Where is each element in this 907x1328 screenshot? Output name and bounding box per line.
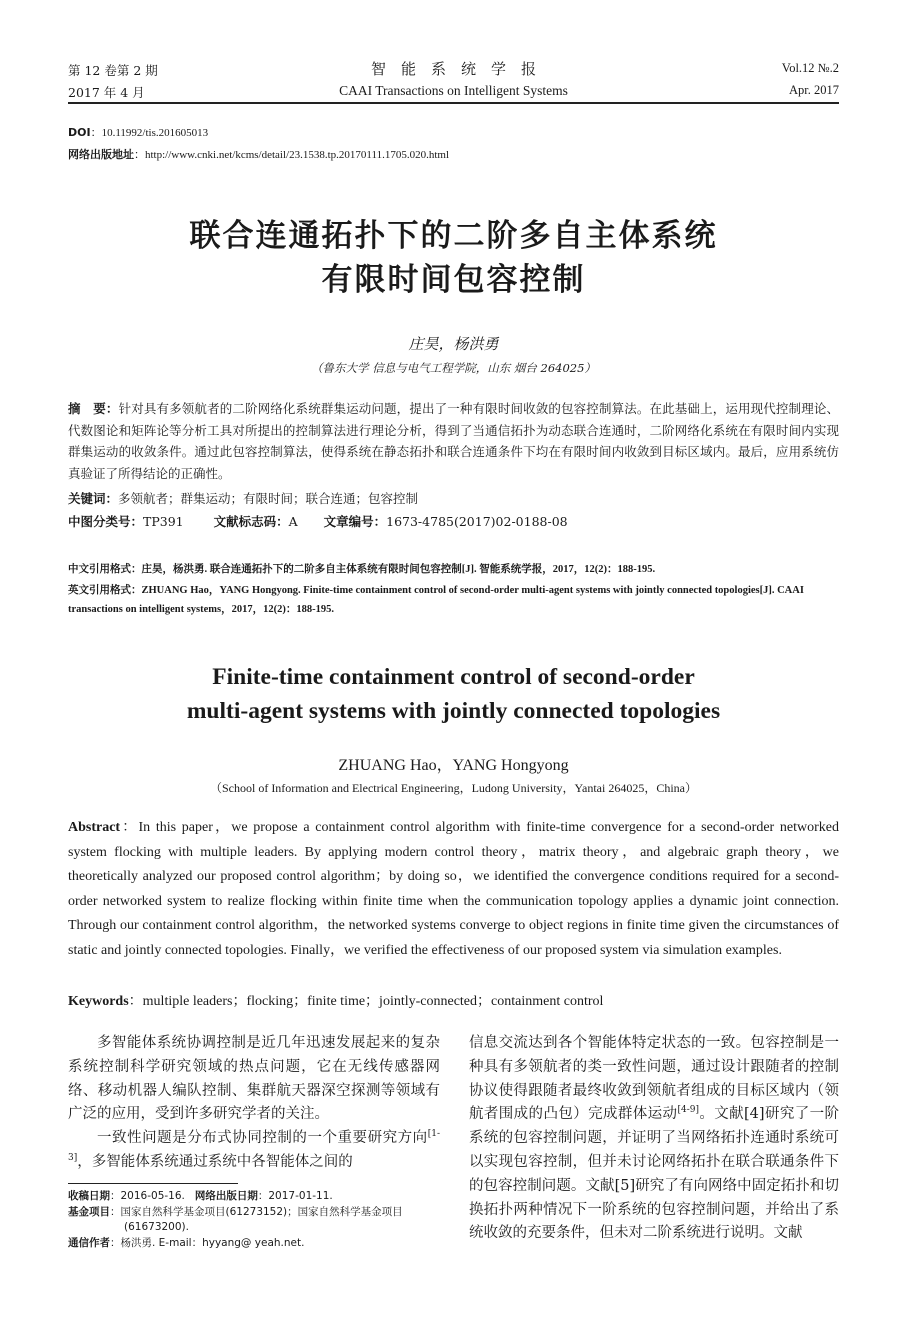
- article-no-value: 1673-4785(2017)02-0188-08: [386, 514, 568, 529]
- citation-cn-text: 庄昊，杨洪勇. 联合连通拓扑下的二阶多自主体系统有限时间包容控制[J]. 智能系统学报，2017，12(2)：188-195.: [141, 564, 656, 575]
- body-right-column: [469, 1032, 839, 1246]
- header-vol-en: Vol.12 №.2: [781, 61, 839, 75]
- title-en-line2: multi-agent systems with jointly connected topologies: [186, 698, 721, 724]
- header-journal-cn: 智 能 系 统 学 报: [370, 60, 536, 78]
- url-label: 网络出版地址: [68, 148, 134, 161]
- citation-cn: [68, 560, 839, 579]
- keywords-cn-text: 多领航者；群集运动；有限时间；联合连通；包容控制: [118, 491, 419, 506]
- abstract-cn-text: 针对具有多领航者的二阶网络化系统群集运动问题，提出了一种有限时间收敛的包容控制算法。在此基础上，运用现代控制理论、代数图论和矩阵论等分析工具对所提出的控制算法进行理论分析，得到了当通信拓扑为动态联合连通时，二阶网络化系统在有限时间内实现群集运动的收敛条件。通过此包容控制算法，使得系统在静态拓扑和联合连通条件下均在有限时间内收敛到目标区域内。最后，应用系统仿真验证了所得结论的正确性。: [68, 401, 839, 481]
- keywords-en-label: Keywords: [68, 994, 129, 1009]
- body-left-paragraph-1: 多智能体系统协调控制是近几年迅速发展起来的复杂系统控制科学研究领域的热点问题，它在无线传感器网络、移动机器人编队控制、集群航天器深空探测等领域有广泛的应用，受到许多研究学者的关注。: [68, 1035, 440, 1123]
- doi-line: [68, 124, 208, 142]
- header-rule: [68, 102, 839, 104]
- online-date: ：2017-01-11.: [257, 1190, 333, 1202]
- fund-label: 基金项目: [68, 1205, 110, 1218]
- footnote-correspondence: [68, 1236, 458, 1252]
- doi-label: DOI: [68, 126, 91, 139]
- reference-4-9[interactable]: [4-9]: [677, 1105, 699, 1116]
- body-left-p2-a: 一致性问题是分布式协同控制的一个重要研究方向: [97, 1130, 428, 1147]
- abstract-en: [68, 816, 839, 963]
- abstract-en-text: ：In this paper，we propose a containment control algorithm with finite-time convergence for a second-order networked system flocking with multiple leaders. By applying modern control theory，matrix theory，and algebraic graph theory，we theoretically analyzed our proposed control algorithm；by doing so，we identified the convergence conditions required for a second-order networked system to realize flocking within finite time when the communication topology applies a dynamic joint connection. Through our containment control algorithm，the networked systems converge to object regions in finite time given the circumstances of static and jointly connected topologies. Finally，we verified the effectiveness of our proposed system via simulation examples.: [68, 820, 839, 958]
- online-label: 网络出版日期: [194, 1190, 258, 1202]
- header-volume: 第 12 卷第 2 期: [68, 63, 158, 78]
- received-label: 收稿日期: [68, 1190, 110, 1202]
- corr-label: 通信作者: [68, 1236, 110, 1249]
- citation-en: [68, 581, 839, 619]
- footnote-dates: [68, 1189, 458, 1205]
- footnote: [68, 1189, 458, 1251]
- doccode-value: A: [288, 514, 298, 529]
- keywords-en-text: ：multiple leaders；flocking；finite time；jointly-connected；containment control: [128, 994, 604, 1009]
- footnote-rule: [68, 1183, 238, 1184]
- authors-en: ZHUANG Hao，YANG Hongyong: [338, 757, 569, 774]
- body-left-column: [68, 1032, 440, 1175]
- body-left-p2-b: ，多智能体系统通过系统中各智能体之间的: [77, 1153, 353, 1170]
- title-en-line1: Finite-time containment control of second-order: [212, 664, 695, 690]
- title-cn-line1: 联合连通拓扑下的二阶多自主体系统: [189, 218, 718, 254]
- clc-value: TP391: [143, 514, 184, 529]
- clc-label: 中图分类号：: [68, 514, 144, 529]
- keywords-cn: [68, 488, 839, 510]
- citation-en-text: ZHUANG Hao，YANG Hongyong. Finite-time containment control of second-order multi-agent systems with jointly connected topologies[J]. CAAI transactions on intelligent systems，2017，12(2)：188-195.: [68, 585, 804, 615]
- body-right-text-b: 。文献[4]研究了一阶系统的包容控制问题，并证明了当网络拓扑连通时系统可以实现包容控制，但并未讨论网络拓扑在联合联通条件下的包容控制问题。文献[5]研究了有向网络中固定拓扑和切换拓扑两种情况下一阶系统的包容控制问题，并给出了系统收敛的充要条件，但未对二阶系统进行说明。文献: [469, 1106, 840, 1242]
- header-journal-en: CAAI Transactions on Intelligent Systems: [339, 83, 568, 98]
- affiliation-cn: （鲁东大学 信息与电气工程学院，山东 烟台 264025）: [311, 361, 596, 375]
- keywords-en: [68, 990, 839, 1015]
- citation-cn-label: 中文引用格式：: [68, 564, 142, 575]
- corr-text: ：杨洪勇. E-mail：hyyang@ yeah.net.: [110, 1236, 305, 1249]
- abstract-cn: [68, 398, 839, 484]
- keywords-cn-label: 关键词：: [68, 491, 119, 506]
- doccode-label: 文献标志码：: [213, 514, 289, 529]
- footnote-fund-cont: (61673200).: [124, 1221, 189, 1233]
- article-no-label: 文章编号：: [323, 514, 387, 529]
- doi-value[interactable]: ：10.11992/tis.201605013: [90, 127, 209, 139]
- body-left-paragraph-2: [68, 1127, 440, 1175]
- fund-text: ：国家自然科学基金项目(61273152)；国家自然科学基金项目: [110, 1205, 403, 1218]
- header-date-en: Apr. 2017: [789, 83, 839, 97]
- affiliation-en: （School of Information and Electrical Engineering，Ludong University，Yantai 264025，China）: [209, 781, 698, 795]
- title-cn-line2: 有限时间包容控制: [321, 262, 586, 298]
- url-line: [68, 146, 449, 164]
- authors-cn: 庄昊，杨洪勇: [408, 335, 499, 353]
- received-date: ：2016-05-16.: [110, 1190, 185, 1202]
- header-date: 2017 年 4 月: [68, 85, 145, 100]
- reference-1-3[interactable]: [1-3]: [68, 1129, 440, 1164]
- url-value[interactable]: ：http://www.cnki.net/kcms/detail/23.1538.tp.20170111.1705.020.html: [134, 149, 450, 161]
- abstract-cn-label: 摘 要：: [68, 401, 119, 416]
- citation-en-label: 英文引用格式：: [68, 585, 142, 596]
- footnote-fund: [68, 1205, 458, 1221]
- abstract-en-label: Abstract: [68, 820, 121, 835]
- body-right-text-a: 信息交流达到各个智能体特定状态的一致。包容控制是一种具有多领航者的类一致性问题，通过设计跟随者的控制协议使得跟随者最终收敛到领航者组成的目标区域内（领航者围成的凸包）完成群体运动: [469, 1035, 839, 1123]
- classification-line: [68, 511, 839, 533]
